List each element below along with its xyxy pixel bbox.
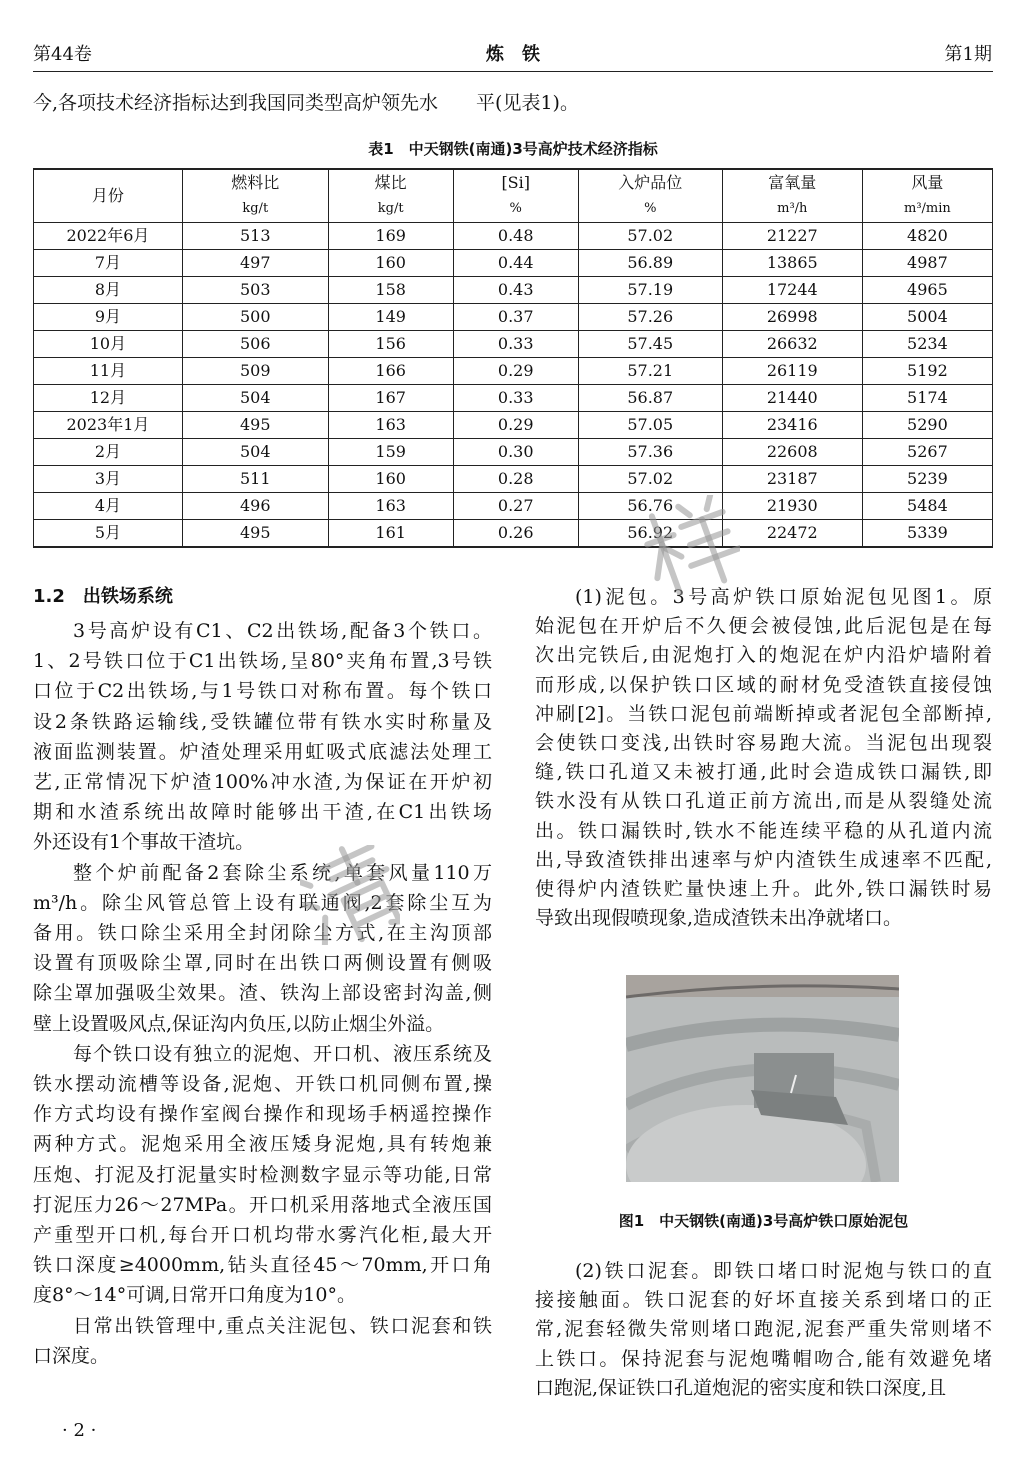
text-line: 液面监测装置。炉渣处理采用虹吸式底滤法处理工 (33, 740, 492, 763)
table-cell: 156 (328, 331, 453, 358)
text-line: 压炮、打泥及打泥量实时检测数字显示等功能,日常 (33, 1163, 492, 1186)
text-line: 冲刷[2]。当铁口泥包前端断掉或者泥包全部断掉, (535, 702, 992, 725)
table-cell: 2月 (34, 439, 183, 466)
table-cell: 3月 (34, 466, 183, 493)
table-cell: 0.26 (453, 520, 578, 548)
table-cell: 4965 (862, 277, 992, 304)
text-line: 铁水摆动流槽等设备,泥炮、开铁口机同侧布置,操 (33, 1073, 492, 1095)
table-cell: 0.33 (453, 331, 578, 358)
table-cell: 56.92 (578, 520, 722, 548)
text-line: 每个铁口设有独立的泥炮、开口机、液压系统及 (73, 1042, 492, 1065)
table-cell: 57.26 (578, 304, 722, 331)
text-line: 3号高炉设有C1、C2出铁场,配备3个铁口。 (73, 620, 492, 642)
header-rule (33, 71, 993, 72)
section-heading: 1.2 出铁场系统 (33, 586, 173, 607)
table-cell: 22608 (722, 439, 862, 466)
table-cell: 5290 (862, 412, 992, 439)
table-cell: 4820 (862, 223, 992, 250)
table-cell: 161 (328, 520, 453, 548)
table-cell: 56.87 (578, 385, 722, 412)
table-row (34, 385, 993, 412)
table-cell: 57.02 (578, 223, 722, 250)
intro-line: 今,各项技术经济指标达到我国同类型高炉领先水 平(见表1)。 (33, 92, 579, 114)
table-cell: 495 (182, 520, 328, 548)
table-cell: 5267 (862, 439, 992, 466)
text-line: 两种方式。泥炮采用全液压矮身泥炮,具有转炮兼 (33, 1133, 492, 1156)
text-line: 口跑泥,保证铁口孔道炮泥的密实度和铁口深度,且 (535, 1376, 947, 1399)
column-unit: m³/h (722, 196, 862, 223)
table-row (34, 439, 993, 466)
table-cell: 5484 (862, 493, 992, 520)
text-line: 会使铁口变浅,出铁时容易跑大流。当泥包出现裂 (535, 732, 992, 754)
tap-hole-mud-package-image (626, 975, 899, 1182)
table-cell: 504 (182, 439, 328, 466)
table-cell: 5004 (862, 304, 992, 331)
text-line: 壁上设置吸风点,保证沟内负压,以防止烟尘外溢。 (33, 1012, 445, 1035)
table-cell: 506 (182, 331, 328, 358)
table-cell: 26998 (722, 304, 862, 331)
table-cell: 5339 (862, 520, 992, 548)
journal-title: 炼 铁 (486, 44, 540, 65)
table-cell: 57.45 (578, 331, 722, 358)
table-row (34, 223, 993, 250)
text-line: 口位于C2出铁场,与1号铁口对称布置。每个铁口 (33, 680, 492, 703)
table-cell: 166 (328, 358, 453, 385)
table-cell: 4987 (862, 250, 992, 277)
table-cell: 2022年6月 (34, 223, 183, 250)
table-cell: 163 (328, 412, 453, 439)
column-unit: kg/t (182, 196, 328, 223)
table-cell: 511 (182, 466, 328, 493)
table-row (34, 520, 993, 548)
table-caption: 表1 中天钢铁(南通)3号高炉技术经济指标 (368, 140, 658, 158)
text-line: 而形成,以保护铁口区域的耐材免受渣铁直接侵蚀 (535, 673, 992, 696)
text-line: 设2条铁路运输线,受铁罐位带有铁水实时称量及 (33, 710, 492, 733)
text-line: (2)铁口泥套。即铁口堵口时泥炮与铁口的直 (575, 1260, 992, 1282)
table-cell: 26632 (722, 331, 862, 358)
table-cell: 26119 (722, 358, 862, 385)
table-row (34, 277, 993, 304)
table-cell: 5月 (34, 520, 183, 548)
table-cell: 167 (328, 385, 453, 412)
table-cell: 22472 (722, 520, 862, 548)
table-cell: 5239 (862, 466, 992, 493)
table-row (34, 331, 993, 358)
text-line: 日常出铁管理中,重点关注泥包、铁口泥套和铁 (73, 1314, 492, 1337)
text-line: 设置有顶吸除尘罩,同时在出铁口两侧设置有侧吸 (33, 952, 492, 975)
text-line: 缝,铁口孔道又未被打通,此时会造成铁口漏铁,即 (535, 761, 992, 784)
text-line: 作方式均设有操作室阀台操作和现场手柄遥控操作 (33, 1103, 492, 1126)
table-cell: 5192 (862, 358, 992, 385)
table-cell: 513 (182, 223, 328, 250)
table-cell: 8月 (34, 277, 183, 304)
text-line: m³/h。除尘风管总管上设有联通阀,2套除尘互为 (33, 891, 492, 914)
table-cell: 0.44 (453, 250, 578, 277)
table-cell: 0.28 (453, 466, 578, 493)
table-cell: 12月 (34, 385, 183, 412)
text-line: 产重型开口机,每台开口机均带水雾汽化柜,最大开 (33, 1224, 492, 1246)
table-cell: 21227 (722, 223, 862, 250)
text-line: 铁水没有从铁口孔道正前方流出,而是从裂缝处流 (535, 790, 992, 813)
table-row (34, 466, 993, 493)
text-line: 始泥包在开炉后不久便会被侵蚀,此后泥包是在每 (535, 615, 992, 638)
table-cell: 500 (182, 304, 328, 331)
text-line: 上铁口。保持泥套与泥炮嘴帽吻合,能有效避免堵 (535, 1347, 992, 1370)
table-cell: 0.29 (453, 412, 578, 439)
table-cell: 17244 (722, 277, 862, 304)
table-row (34, 304, 993, 331)
table-cell: 11月 (34, 358, 183, 385)
figure-caption: 图1 中天钢铁(南通)3号高炉铁口原始泥包 (618, 1212, 909, 1230)
column-header: 煤比 (328, 169, 453, 196)
table-cell: 13865 (722, 250, 862, 277)
column-unit: m³/min (862, 196, 992, 223)
text-line: 出。铁口漏铁时,铁水不能连续平稳的从孔道内流 (535, 819, 992, 842)
column-header: [Si] (453, 169, 578, 196)
text-line: 外还设有1个事故干渣坑。 (33, 831, 255, 854)
table-cell: 2023年1月 (34, 412, 183, 439)
table-cell: 57.19 (578, 277, 722, 304)
text-line: 次出完铁后,由泥炮打入的炮泥在炉内沿炉墙附着 (535, 644, 992, 667)
table-cell: 0.30 (453, 439, 578, 466)
column-header: 入炉品位 (578, 169, 722, 196)
table-cell: 9月 (34, 304, 183, 331)
text-line: 除尘罩加强吸尘效果。渣、铁沟上部设密封沟盖,侧 (33, 982, 492, 1005)
text-line: 铁口深度≥4000mm,钻头直径45～70mm,开口角 (33, 1254, 492, 1277)
text-line: 度8°～14°可调,日常开口角度为10°。 (33, 1284, 356, 1307)
table-cell: 504 (182, 385, 328, 412)
page-number: · 2 · (62, 1420, 97, 1441)
text-line: 口深度。 (33, 1344, 110, 1367)
column-header: 月份 (34, 169, 183, 223)
table-cell: 23187 (722, 466, 862, 493)
table-cell: 21440 (722, 385, 862, 412)
table-cell: 56.76 (578, 493, 722, 520)
table-row (34, 358, 993, 385)
table-cell: 57.36 (578, 439, 722, 466)
volume-label: 第44卷 (33, 44, 92, 65)
column-header: 燃料比 (182, 169, 328, 196)
text-line: 备用。铁口除尘采用全封闭除尘方式,在主沟顶部 (33, 922, 492, 944)
table-row (34, 493, 993, 520)
table-cell: 169 (328, 223, 453, 250)
table-cell: 5234 (862, 331, 992, 358)
text-line: 导致出现假喷现象,造成渣铁未出净就堵口。 (535, 907, 903, 930)
table-cell: 160 (328, 466, 453, 493)
table-cell: 163 (328, 493, 453, 520)
text-line: 出,导致渣铁排出速率与炉内渣铁生成速率不匹配, (535, 848, 992, 871)
text-line: 期和水渣系统出故障时能够出干渣,在C1出铁场 (33, 801, 492, 824)
column-unit: % (453, 196, 578, 223)
table-cell: 56.89 (578, 250, 722, 277)
text-line: 使得炉内渣铁贮量快速上升。此外,铁口漏铁时易 (535, 878, 992, 900)
table-cell: 497 (182, 250, 328, 277)
text-line: 打泥压力26～27MPa。开口机采用落地式全液压国 (33, 1193, 492, 1216)
text-line: 接接触面。铁口泥套的好坏直接关系到堵口的正 (535, 1289, 992, 1312)
table-cell: 496 (182, 493, 328, 520)
column-unit: % (578, 196, 722, 223)
table-cell: 0.37 (453, 304, 578, 331)
table-cell: 0.48 (453, 223, 578, 250)
table-cell: 5174 (862, 385, 992, 412)
indicator-table (33, 168, 993, 548)
table-cell: 160 (328, 250, 453, 277)
table-cell: 149 (328, 304, 453, 331)
table-row (34, 412, 993, 439)
column-header: 富氧量 (722, 169, 862, 196)
table-cell: 4月 (34, 493, 183, 520)
table-cell: 10月 (34, 331, 183, 358)
table-cell: 0.43 (453, 277, 578, 304)
table-cell: 495 (182, 412, 328, 439)
table-cell: 7月 (34, 250, 183, 277)
text-line: 1、2号铁口位于C1出铁场,呈80°夹角布置,3号铁 (33, 650, 492, 673)
figure-photo (626, 975, 899, 1182)
table-cell: 0.33 (453, 385, 578, 412)
text-line: (1)泥包。3号高炉铁口原始泥包见图1。原 (575, 586, 992, 608)
table-cell: 57.21 (578, 358, 722, 385)
column-unit: kg/t (328, 196, 453, 223)
table-cell: 158 (328, 277, 453, 304)
issue-label: 第1期 (944, 44, 992, 65)
table-cell: 21930 (722, 493, 862, 520)
column-header: 风量 (862, 169, 992, 196)
text-line: 整个炉前配备2套除尘系统,单套风量110万 (73, 861, 492, 884)
table-cell: 0.29 (453, 358, 578, 385)
table-cell: 57.02 (578, 466, 722, 493)
table-cell: 23416 (722, 412, 862, 439)
table-cell: 57.05 (578, 412, 722, 439)
table-cell: 503 (182, 277, 328, 304)
table-cell: 159 (328, 439, 453, 466)
text-line: 常,泥套轻微失常则堵口跑泥,泥套严重失常则堵不 (535, 1318, 992, 1341)
table-row (34, 250, 993, 277)
text-line: 艺,正常情况下炉渣100%冲水渣,为保证在开炉初 (33, 771, 492, 793)
table-cell: 0.27 (453, 493, 578, 520)
table-cell: 509 (182, 358, 328, 385)
